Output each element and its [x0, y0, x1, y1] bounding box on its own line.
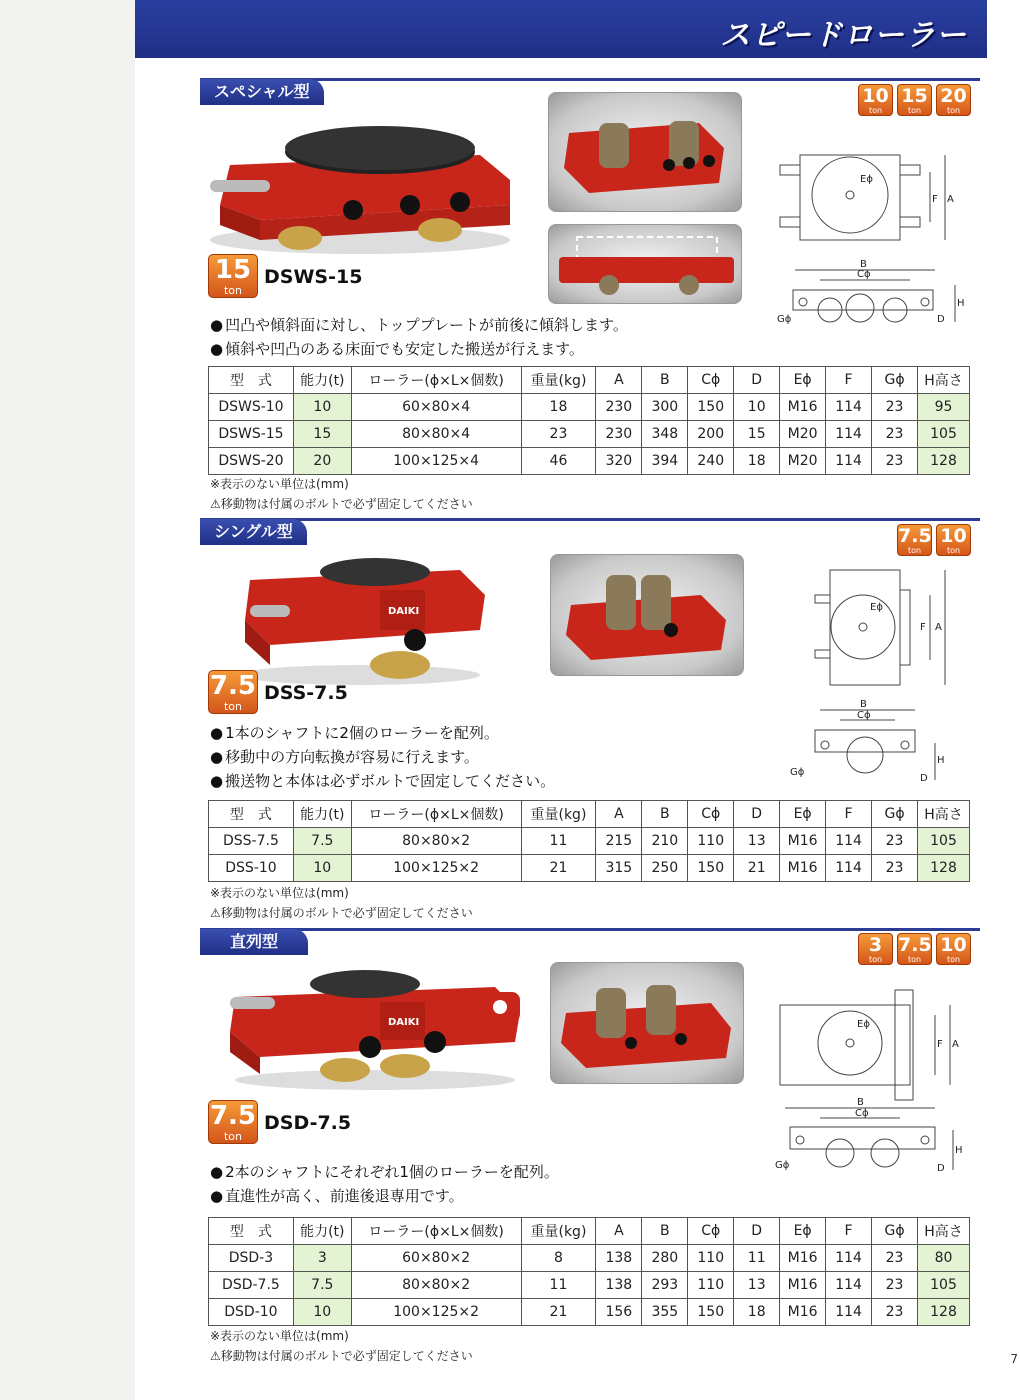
svg-text:H: H	[937, 755, 945, 766]
capacity-badges	[897, 524, 971, 556]
warning-note: ⚠移動物は付属のボルトで必ず固定してください	[210, 1349, 473, 1363]
svg-text:H: H	[957, 298, 965, 309]
capacity-badge: 15 ton	[897, 84, 932, 116]
spec-table	[208, 800, 970, 882]
feature-item: ● 移動中の方向転換が容易に行えます。	[210, 745, 555, 769]
svg-text:B: B	[857, 1097, 864, 1108]
table-header-row: 型 式 能力(t) ローラー(ϕ×L×個数) 重量(kg) A B Cϕ D Eϕ F Gϕ H高さ	[209, 801, 970, 828]
model-name: DSWS-15	[264, 266, 363, 288]
product-photo-side	[548, 224, 742, 304]
capacity-big-badge: 15 ton	[208, 254, 258, 298]
svg-text:Cϕ: Cϕ	[857, 269, 871, 280]
feature-list	[210, 313, 628, 361]
section-title: スペシャル型	[200, 79, 324, 105]
spec-table	[208, 1217, 970, 1326]
product-photo-top	[550, 554, 744, 676]
svg-text:H: H	[955, 1145, 963, 1156]
section-title: シングル型	[200, 519, 307, 545]
warning-note: ⚠移動物は付属のボルトで必ず固定してください	[210, 497, 473, 511]
product-photo	[230, 550, 490, 685]
table-header-row: 型 式 能力(t) ローラー(ϕ×L×個数) 重量(kg) A B Cϕ D Eϕ F Gϕ H高さ	[209, 367, 970, 394]
svg-text:DAIKI: DAIKI	[388, 606, 420, 617]
capacity-big-badge: 7.5 ton	[209, 671, 257, 713]
svg-text:Cϕ: Cϕ	[855, 1108, 869, 1119]
svg-text:F: F	[920, 622, 926, 633]
table-row: DSS-7.5 7.5 80×80×2 11 215 210 110 13 M16 114 23 105	[209, 828, 970, 855]
table-row: DSWS-10 10 60×80×4 18 230 300 150 10 M16 114 23 95	[209, 394, 970, 421]
model-name: DSD-7.5	[264, 1112, 352, 1134]
product-photo-top	[550, 962, 744, 1084]
unit-note: ※表示のない単位は(mm)	[210, 886, 349, 900]
svg-text:Gϕ: Gϕ	[777, 314, 792, 325]
capacity-badge: 10 ton	[858, 84, 893, 116]
feature-item: ● 2本のシャフトにそれぞれ1個のローラーを配列。	[210, 1160, 559, 1184]
page-number: 7	[1010, 1352, 1018, 1366]
svg-text:F: F	[932, 194, 938, 205]
feature-item: ● 搬送物と本体は必ずボルトで固定してください。	[210, 769, 555, 793]
svg-text:D: D	[937, 1163, 945, 1174]
feature-list	[210, 721, 555, 793]
section-rule	[200, 518, 980, 521]
svg-text:F: F	[937, 1039, 943, 1050]
warning-note: ⚠移動物は付属のボルトで必ず固定してください	[210, 906, 473, 920]
header-band	[135, 0, 987, 58]
svg-text:A: A	[952, 1039, 959, 1050]
svg-text:Eϕ: Eϕ	[870, 602, 883, 613]
capacity-badge: 3 ton	[858, 933, 893, 965]
section-rule	[200, 928, 980, 931]
table-row: DSD-7.5 7.5 80×80×2 11 138 293 110 13 M16 114 23 105	[209, 1272, 970, 1299]
table-header-row: 型 式 能力(t) ローラー(ϕ×L×個数) 重量(kg) A B Cϕ D Eϕ F Gϕ H高さ	[209, 1218, 970, 1245]
product-photo	[200, 110, 530, 260]
svg-text:Cϕ: Cϕ	[857, 710, 871, 721]
table-row: DSWS-20 20 100×125×4 46 320 394 240 18 M20 114 23 128	[209, 448, 970, 475]
unit-note: ※表示のない単位は(mm)	[210, 1329, 349, 1343]
capacity-badge: 10 ton	[936, 524, 971, 556]
page-margin	[0, 0, 135, 1400]
table-notes	[210, 1326, 473, 1366]
dimension-diagram	[775, 150, 975, 335]
table-row: DSD-10 10 100×125×2 21 156 355 150 18 M16 114 23 128	[209, 1299, 970, 1326]
svg-text:B: B	[860, 699, 867, 710]
svg-text:Gϕ: Gϕ	[790, 767, 805, 778]
feature-item: ● 直進性が高く、前進後退専用です。	[210, 1184, 559, 1208]
capacity-badge: 20 ton	[936, 84, 971, 116]
section-title: 直列型	[200, 929, 308, 955]
product-photo-top	[548, 92, 742, 212]
table-row: DSS-10 10 100×125×2 21 315 250 150 21 M16 114 23 128	[209, 855, 970, 882]
table-notes	[210, 474, 473, 514]
table-row: DSD-3 3 60×80×2 8 138 280 110 11 M16 114 23 80	[209, 1245, 970, 1272]
dimension-diagram	[785, 565, 960, 785]
table-notes	[210, 883, 473, 923]
feature-item: ● 1本のシャフトに2個のローラーを配列。	[210, 721, 555, 745]
product-photo	[215, 962, 530, 1092]
capacity-badge: 10 ton	[936, 933, 971, 965]
table-row: DSWS-15 15 80×80×4 23 230 348 200 15 M20 114 23 105	[209, 421, 970, 448]
svg-text:A: A	[935, 622, 942, 633]
svg-text:A: A	[947, 194, 954, 205]
svg-text:D: D	[937, 314, 945, 325]
svg-text:Gϕ: Gϕ	[775, 1160, 790, 1171]
feature-item: ● 凹凸や傾斜面に対し、トッププレートが前後に傾斜します。	[210, 313, 628, 337]
feature-item: ● 傾斜や凹凸のある床面でも安定した搬送が行えます。	[210, 337, 628, 361]
unit-note: ※表示のない単位は(mm)	[210, 477, 349, 491]
spec-table	[208, 366, 970, 475]
svg-text:DAIKI: DAIKI	[388, 1017, 420, 1028]
capacity-badge: 7.5 ton	[898, 525, 932, 555]
svg-text:B: B	[860, 259, 867, 270]
brand-title: スピードローラー	[720, 18, 967, 53]
capacity-badge: 7.5 ton	[898, 934, 932, 964]
dimension-diagram	[775, 985, 970, 1175]
svg-text:Eϕ: Eϕ	[857, 1019, 870, 1030]
capacity-badges	[858, 933, 971, 965]
svg-text:Eϕ: Eϕ	[860, 174, 873, 185]
capacity-big-badge: 7.5 ton	[209, 1101, 257, 1143]
model-name: DSS-7.5	[264, 682, 348, 704]
feature-list	[210, 1160, 559, 1208]
capacity-badges	[858, 84, 971, 116]
svg-text:D: D	[920, 773, 928, 784]
